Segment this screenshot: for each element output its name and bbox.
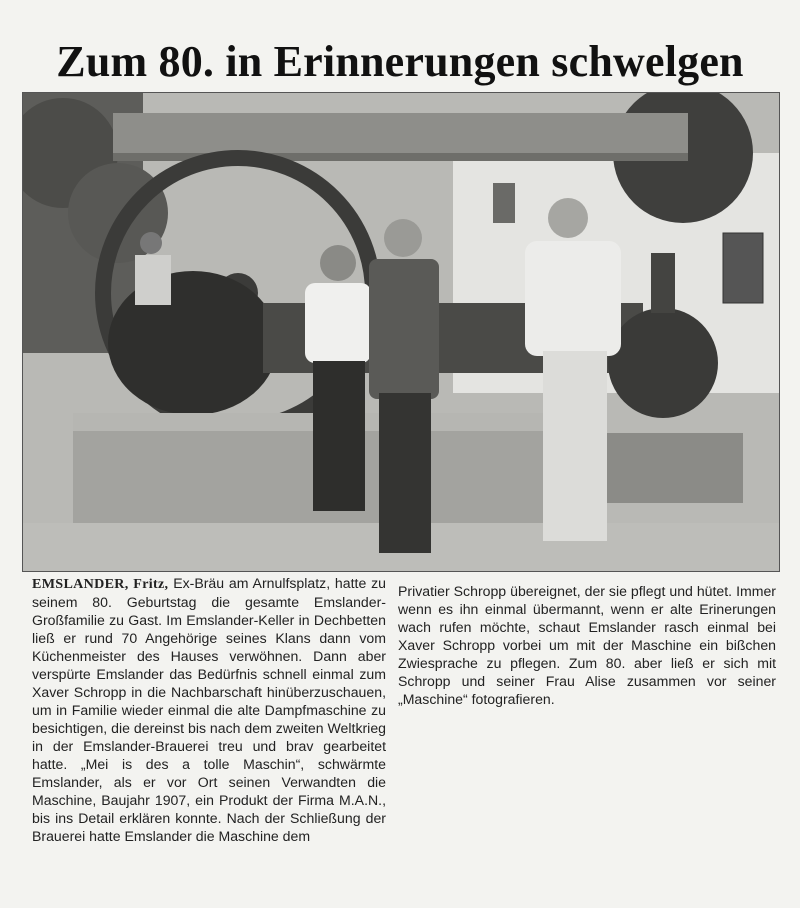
article-body-right-column <box>398 582 776 708</box>
article-right-text: Privatier Schropp übereignet, der sie pflegt und hütet. Immer wenn es ihn einmal übermannt, wenn er alte Erinerungen wach rufen möchte, schaut Emslander rasch einmal bei Xaver Schropp vorbei um mit der Maschine ein bißchen Zwiesprache zu pflegen. Zum 80. aber ließ er sich mit Schropp und seiner Frau Alise zusammen vor seiner „Maschine“ fotografieren. <box>398 583 776 707</box>
article-lead-name: EMSLANDER, Fritz, <box>32 576 169 592</box>
article-body-left-column <box>32 574 386 845</box>
article-photo <box>22 92 780 572</box>
article-left-text: Ex-Bräu am Arnulfsplatz, hatte zu seinem 80. Geburtstag die gesamte Emslander-Großfamilie zu Gast. Im Emslander-Keller in Dechbetten ließ er rund 70 Angehörige seines Klans dann vom Küchenmeister des Hauses verwöhnen. Dann aber verspürte Emslander das Bedürfnis schnell einmal zum Xaver Schropp in die Nachbarschaft hinüberzuschauen, um in Familie wieder einmal die alte Dampfmaschine zu besichtigen, die dereinst bis nach dem zweiten Weltkrieg in der Emslander-Brauerei treu und brav gearbeitet hatte. „Mei is des a tolle Maschin“, schwärmte Emslander, als er vor Ort seinen Verwandten die Maschine, Baujahr 1907, ein Produkt der Firma M.A.N., bis ins Detail erklären konnte. Nach der Schließung der Brauerei hatte Emslander die Maschine dem <box>32 575 386 844</box>
headline: Zum 80. in Erinnerungen schwelgen <box>56 37 744 86</box>
